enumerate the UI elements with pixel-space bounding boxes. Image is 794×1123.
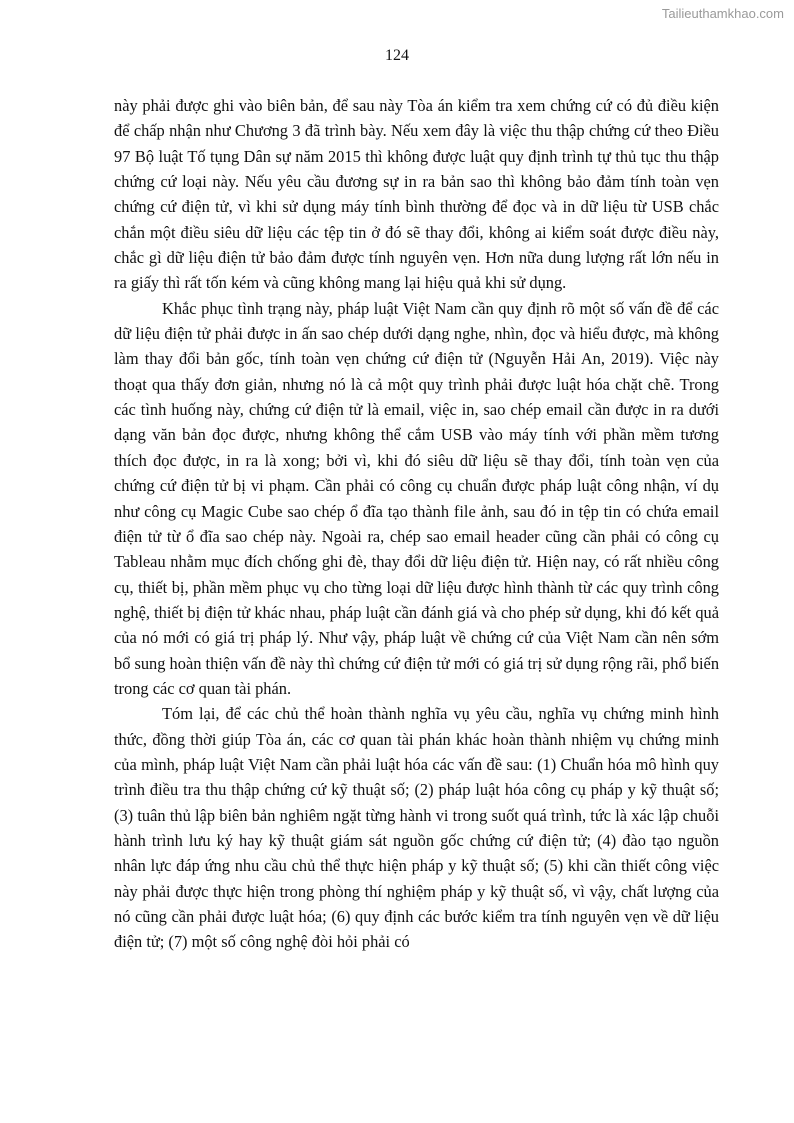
document-body (114, 93, 719, 955)
paragraph-3: Tóm lại, để các chủ thể hoàn thành nghĩa vụ yêu cầu, nghĩa vụ chứng minh hình thức, đồng thời giúp Tòa án, các cơ quan tài phán khác hoàn thành nhiệm vụ chứng minh của mình, pháp luật Việt Nam cần phải luật hóa các vấn đề sau: (1) Chuẩn hóa mô hình quy trình điều tra thu thập chứng cứ kỹ thuật số; (2) pháp luật hóa công cụ pháp y kỹ thuật số; (3) tuân thủ lập biên bản nghiêm ngặt từng hành vi trong suốt quá trình, tức là xác lập chuỗi hành trình lưu ký hay kỹ thuật giám sát nguồn gốc chứng cứ điện tử; (4) đào tạo nguồn nhân lực đáp ứng nhu cầu chủ thể thực hiện pháp y kỹ thuật số; (5) khi cần thiết công việc này phải được thực hiện trong phòng thí nghiệm pháp y kỹ thuật số, vì vậy, chất lượng của nó cũng cần phải được luật hóa; (6) quy định các bước kiểm tra tính nguyên vẹn về dữ liệu điện tử; (7) một số công nghệ đòi hỏi phải có (114, 704, 719, 952)
paragraph-2: Khắc phục tình trạng này, pháp luật Việt Nam cần quy định rõ một số vấn đề để các dữ liệu điện tử phải được in ấn sao chép dưới dạng nghe, nhìn, đọc và hiểu được, mà không làm thay đổi bản gốc, tính toàn vẹn chứng cứ điện tử (Nguyễn Hải An, 2019). Việc này thoạt qua thấy đơn giản, nhưng nó là cả một quy trình phải được luật hóa chặt chẽ. Trong các tình huống này, chứng cứ điện tử là email, việc in, sao chép email cần được in ra dưới dạng văn bản đọc được, nhưng không thể cắm USB vào máy tính với phần mềm tương thích đọc được, in ra là xong; bởi vì, khi đó siêu dữ liệu sẽ thay đổi, tính toàn vẹn của chứng cứ điện tử bị vi phạm. Cần phải có công cụ chuẩn được pháp luật công nhận, ví dụ như công cụ Magic Cube sao chép ổ đĩa tạo thành file ảnh, sau đó in tệp tin có chứa email điện tử từ ổ đĩa sao chép này. Ngoài ra, chép sao email header cũng cần phải có công cụ Tableau nhằm mục đích chống ghi đè, thay đổi dữ liệu điện tử. Hiện nay, có rất nhiều công cụ, thiết bị, phần mềm phục vụ cho từng loại dữ liệu được hình thành từ các quy trình công nghệ, thiết bị điện tử khác nhau, pháp luật cần đánh giá và cho phép sử dụng, khi đó kết quả của nó mới có giá trị pháp lý. Như vậy, pháp luật về chứng cứ của Việt Nam cần nên sớm bổ sung hoàn thiện vấn đề này thì chứng cứ điện tử mới có giá trị sử dụng rộng rãi, phổ biến trong các cơ quan tài phán. (114, 298, 720, 698)
page-number: 124 (385, 47, 409, 64)
paragraph-1: này phải được ghi vào biên bản, để sau này Tòa án kiểm tra xem chứng cứ có đủ điều kiện để chấp nhận như Chương 3 đã trình bày. Nếu xem đây là việc thu thập chứng cứ theo Điều 97 Bộ luật Tố tụng Dân sự năm 2015 thì không được luật quy định trình tự thủ tục thu thập chứng cứ loại này. Nếu yêu cầu đương sự in ra bản sao thì không bảo đảm tính toàn vẹn chứng cứ điện tử, vì khi sử dụng máy tính bình thường để đọc và in dữ liệu từ USB chắc chắn một điều siêu dữ liệu các tệp tin ở đó sẽ thay đổi, không ai kiểm soát được điều này, chắc gì dữ liệu điện tử bảo đảm được tính nguyên vẹn. Hơn nữa dung lượng rất lớn nếu in ra giấy thì rất tốn kém và cũng không mang lại hiệu quả khi sử dụng. (114, 96, 719, 293)
watermark-text: Tailieuthamkhao.com (661, 6, 784, 21)
